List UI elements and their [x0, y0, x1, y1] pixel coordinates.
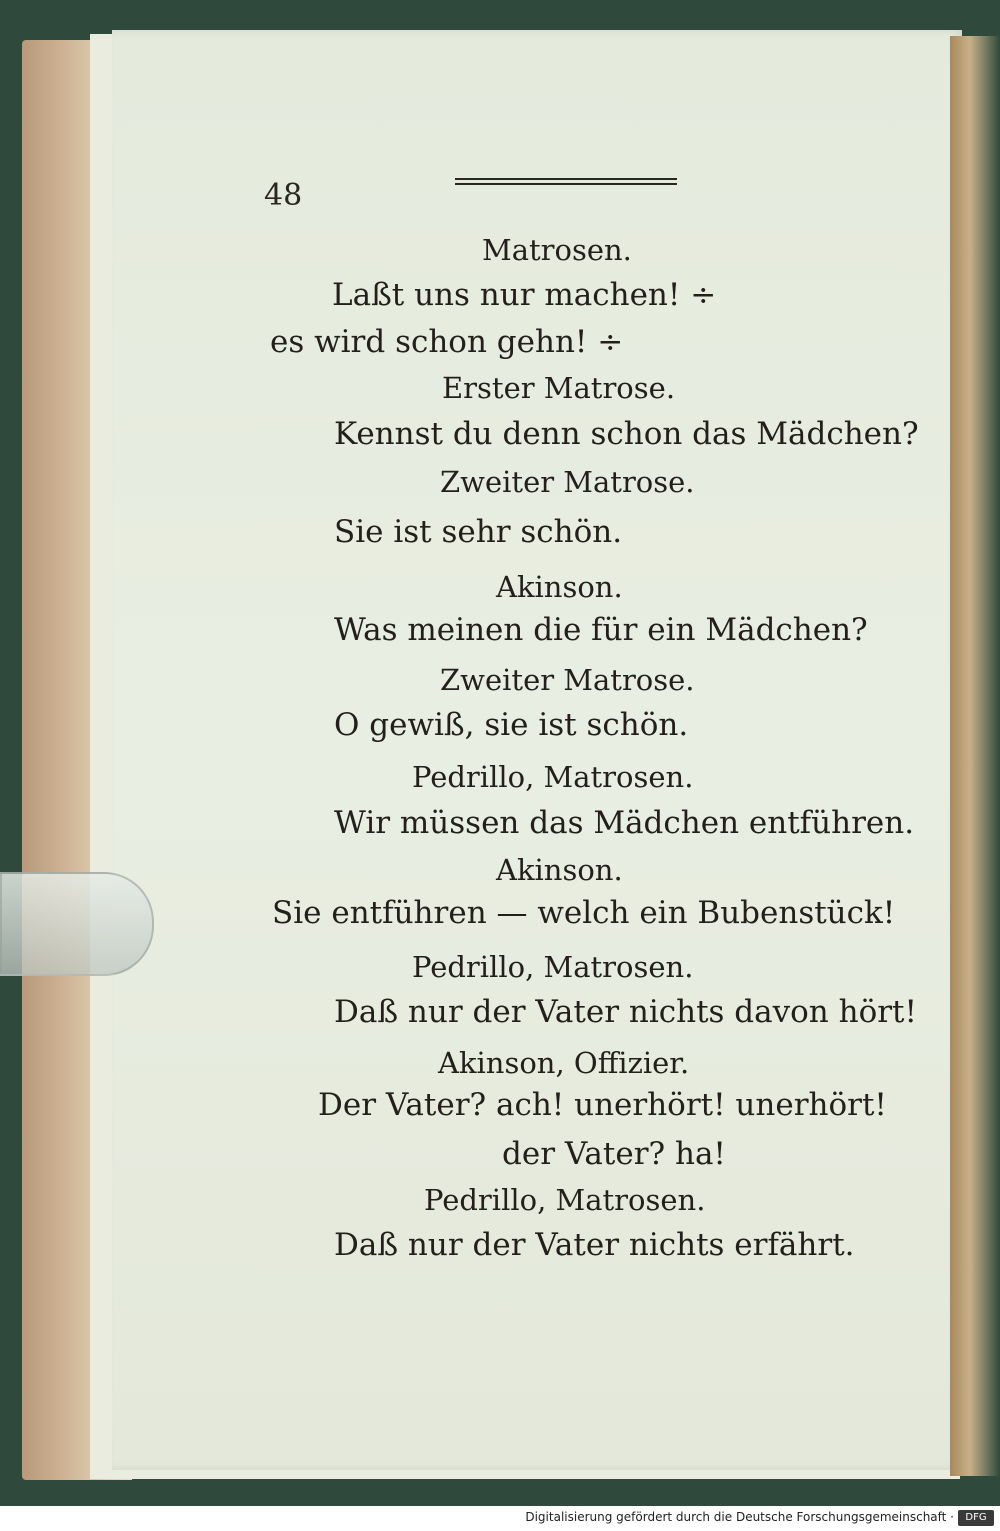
text-line-19: Der Vater? ach! unerhört! unerhört!	[318, 1087, 887, 1123]
text-line-18: Akinson, Offizier.	[438, 1046, 690, 1080]
text-line-4: Erster Matrose.	[442, 371, 676, 405]
text-line-11: O gewiß, sie ist schön.	[334, 707, 689, 743]
footer-credit: Digitalisierung gefördert durch die Deutsche Forschungsgemeinschaft ·	[525, 1510, 954, 1524]
text-line-6: Zweiter Matrose.	[440, 465, 695, 499]
text-line-5: Kennst du denn schon das Mädchen?	[334, 416, 919, 452]
header-rule	[455, 178, 677, 192]
book-right-edge	[950, 36, 1000, 1476]
text-line-15: Sie entführen — welch ein Bubenstück!	[272, 895, 896, 931]
text-line-2: Laßt uns nur machen! ÷	[332, 277, 717, 313]
text-line-8: Akinson.	[496, 570, 623, 604]
text-line-9: Was meinen die für ein Mädchen?	[334, 612, 868, 648]
text-line-17: Daß nur der Vater nichts davon hört!	[334, 994, 917, 1030]
text-line-22: Daß nur der Vater nichts erfährt.	[334, 1227, 855, 1263]
text-line-12: Pedrillo, Matrosen.	[412, 760, 694, 794]
text-line-20: der Vater? ha!	[502, 1136, 726, 1172]
text-line-16: Pedrillo, Matrosen.	[412, 950, 694, 984]
text-line-3: es wird schon gehn! ÷	[270, 324, 624, 360]
text-line-1: Matrosen.	[482, 233, 632, 267]
page-number: 48	[264, 178, 303, 213]
text-line-13: Wir müssen das Mädchen entführen.	[334, 805, 915, 841]
dfg-logo: DFG	[958, 1510, 994, 1526]
text-line-21: Pedrillo, Matrosen.	[424, 1183, 706, 1217]
text-line-7: Sie ist sehr schön.	[334, 514, 623, 550]
text-line-10: Zweiter Matrose.	[440, 663, 695, 697]
page-clip	[0, 872, 154, 976]
text-line-14: Akinson.	[496, 853, 623, 887]
footer-bar	[0, 1506, 1000, 1531]
